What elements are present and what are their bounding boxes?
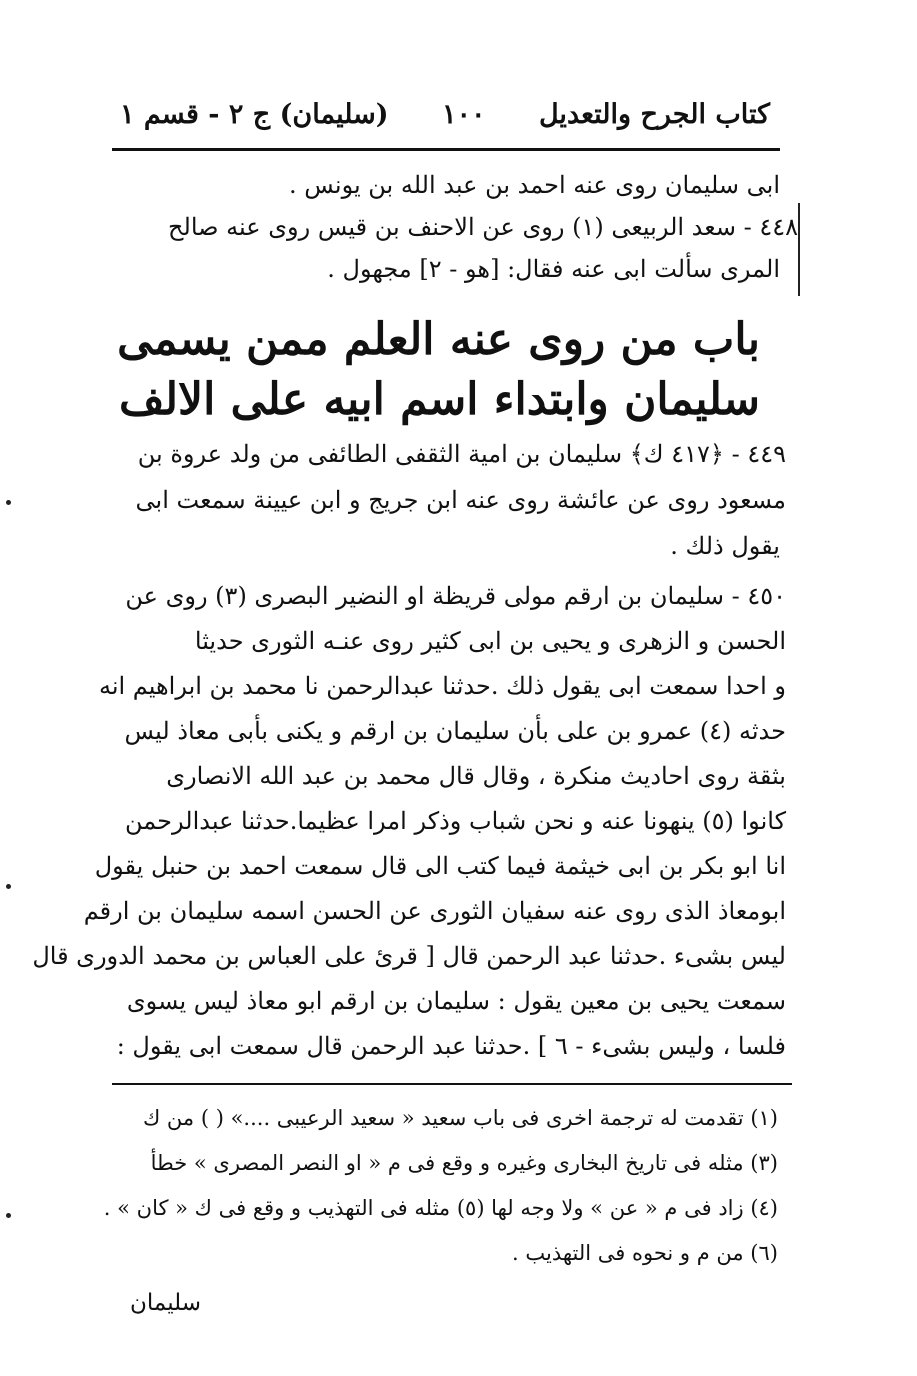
text-line: الحسن و الزهرى و يحيى بن ابى كثير روى عنـه الثورى حديثا: [194, 627, 786, 655]
book-title: كتاب الجرح والتعديل: [538, 98, 770, 130]
text-line: يقول ذلك .: [670, 532, 780, 560]
chapter-title-line: سليمان وابتداء اسم ابيه على الالف: [119, 374, 760, 425]
scan-mark: [6, 500, 11, 505]
footnote-rule: [112, 1083, 792, 1085]
footnote: (١) تقدمت له ترجمة اخرى فى باب سعيد « سعيد الرعيبى ....» ( ) من ك: [142, 1106, 778, 1130]
page-number: ١٠٠: [442, 98, 486, 130]
text-line: بثقة روى احاديث منكرة ، وقال قال محمد بن عبد الله الانصارى: [166, 762, 786, 790]
running-header: [120, 88, 770, 140]
text-line: ابى سليمان روى عنه احمد بن عبد الله بن يونس .: [289, 171, 780, 199]
footnote: (٦) من م و نحوه فى التهذيب .: [512, 1241, 778, 1265]
scan-mark: [6, 1213, 11, 1218]
text-line: ليس بشىء .حدثنا عبد الرحمن قال [ قرئ على العباس بن محمد الدورى قال: [32, 942, 786, 970]
text-line: ابومعاذ الذى روى عنه سفيان الثورى عن الحسن اسمه سليمان بن ارقم: [83, 897, 786, 925]
entry-450-line: ٤٥٠ - سليمان بن ارقم مولى قريظة او النضير البصرى (٣) روى عن: [125, 582, 786, 610]
catchword: سليمان: [130, 1290, 202, 1316]
text-line: كانوا (٥) ينهونا عنه و نحن شباب وذكر امرا عظيما.حدثنا عبدالرحمن: [125, 807, 786, 835]
text-line: مسعود روى عن عائشة روى عنه ابن جريج و ابن عيينة سمعت ابى: [135, 486, 786, 514]
text-line: و احدا سمعت ابى يقول ذلك .حدثنا عبدالرحمن نا محمد بن ابراهيم انه: [98, 672, 786, 700]
footnote: (٣) مثله فى تاريخ البخارى وغيره و وقع فى م « او النصر المصرى » خطأ: [150, 1151, 778, 1175]
entry-449-line: ٤٤٩ - ﴿٤١٧ ك﴾ سليمان بن امية الثقفى الطائفى من ولد عروة بن: [137, 440, 786, 468]
scan-mark: [6, 884, 11, 889]
text-line: سمعت يحيى بن معين يقول : سليمان بن ارقم ابو معاذ ليس يسوى: [126, 987, 786, 1015]
text-line: فلسا ، وليس بشىء - ٦ ] .حدثنا عبد الرحمن قال سمعت ابى يقول :: [116, 1032, 786, 1060]
chapter-title-line: باب من روى عنه العلم ممن يسمى: [117, 314, 760, 365]
text-line: المرى سألت ابى عنه فقال: [هو - ٢] مجهول .: [327, 255, 780, 283]
section-label: (سليمان) ج ٢ - قسم ١: [120, 98, 389, 130]
footnote: (٤) زاد فى م « عن » ولا وجه لها (٥) مثله فى التهذيب و وقع فى ك « كان » .: [103, 1196, 778, 1220]
margin-bar: [798, 203, 800, 296]
text-line: انا ابو بكر بن ابى خيثمة فيما كتب الى قال سمعت احمد بن حنبل يقول: [94, 852, 786, 880]
header-rule: [112, 148, 780, 151]
entry-448-line: ٤٤٨ - سعد الربيعى (١) روى عن الاحنف بن قيس روى عنه صالح: [168, 213, 798, 241]
text-line: حدثه (٤) عمرو بن على بأن سليمان بن ارقم و يكنى بأبى معاذ ليس: [124, 717, 786, 745]
